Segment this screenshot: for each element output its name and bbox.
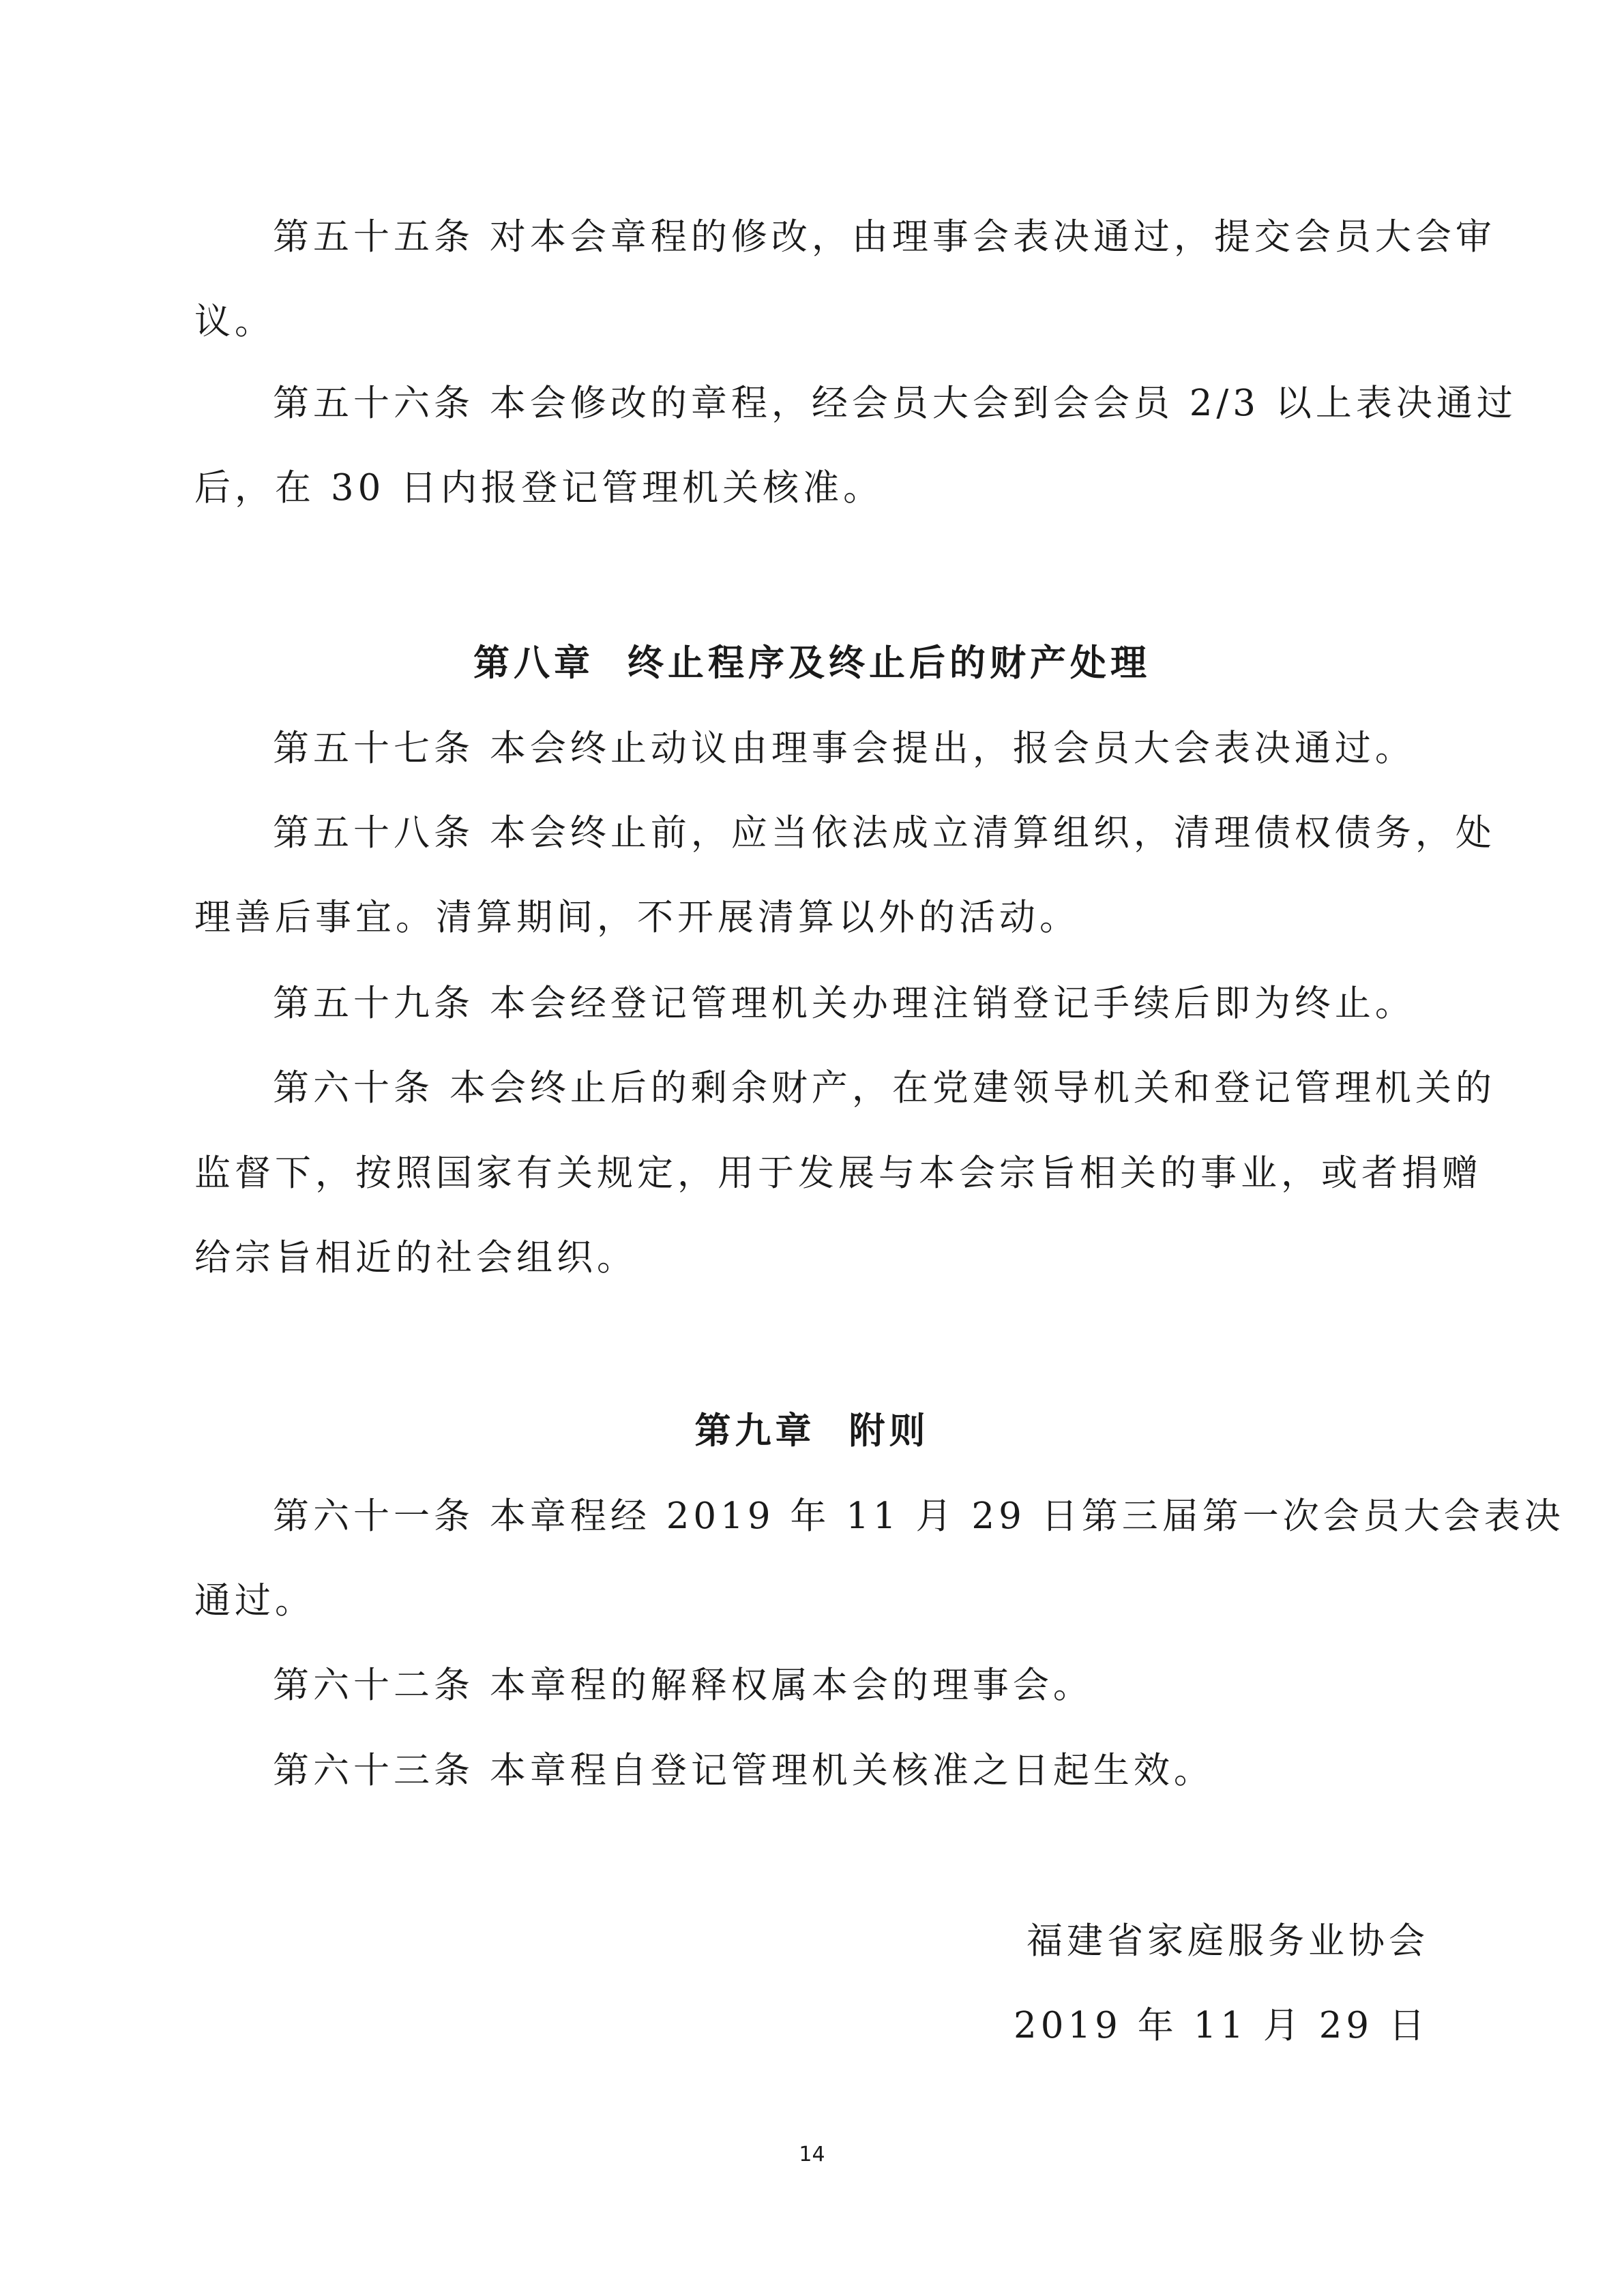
article-60-line-3: 给宗旨相近的社会组织。 bbox=[194, 1237, 637, 1279]
chapter-8-heading: 第八章 终止程序及终止后的财产处理 bbox=[473, 642, 1151, 684]
article-58-line-1: 第五十八条 本会终止前，应当依法成立清算组织，清理债权债务，处 bbox=[273, 812, 1496, 854]
article-55-line-1: 第五十五条 对本会章程的修改，由理事会表决通过，提交会员大会审 bbox=[273, 216, 1496, 258]
article-59-line-1: 第五十九条 本会经登记管理机关办理注销登记手续后即为终止。 bbox=[273, 983, 1415, 1024]
article-62-line-1: 第六十二条 本章程的解释权属本会的理事会。 bbox=[273, 1665, 1093, 1706]
article-61-line-1: 第六十一条 本章程经 2019 年 11 月 29 日第三届第一次会员大会表决 bbox=[273, 1495, 1565, 1537]
article-60-line-1: 第六十条 本会终止后的剩余财产，在党建领导机关和登记管理机关的 bbox=[273, 1067, 1496, 1109]
signature-organization: 福建省家庭服务业协会 bbox=[1027, 1920, 1429, 1962]
page-number: 14 bbox=[799, 2143, 825, 2166]
article-61-line-2: 通过。 bbox=[194, 1580, 315, 1622]
article-58-line-2: 理善后事宜。清算期间，不开展清算以外的活动。 bbox=[194, 897, 1080, 938]
article-56-line-1: 第五十六条 本会修改的章程，经会员大会到会会员 2/3 以上表决通过 bbox=[273, 383, 1517, 424]
article-55-line-2: 议。 bbox=[194, 301, 275, 342]
article-56-line-2: 后，在 30 日内报登记管理机关核准。 bbox=[194, 467, 884, 509]
article-63-line-1: 第六十三条 本章程自登记管理机关核准之日起生效。 bbox=[273, 1750, 1214, 1791]
signature-date: 2019 年 11 月 29 日 bbox=[1014, 2005, 1429, 2046]
chapter-9-heading: 第九章 附则 bbox=[694, 1410, 930, 1452]
article-57-line-1: 第五十七条 本会终止动议由理事会提出，报会员大会表决通过。 bbox=[273, 728, 1415, 769]
article-60-line-2: 监督下，按照国家有关规定，用于发展与本会宗旨相关的事业，或者捐赠 bbox=[194, 1152, 1482, 1194]
